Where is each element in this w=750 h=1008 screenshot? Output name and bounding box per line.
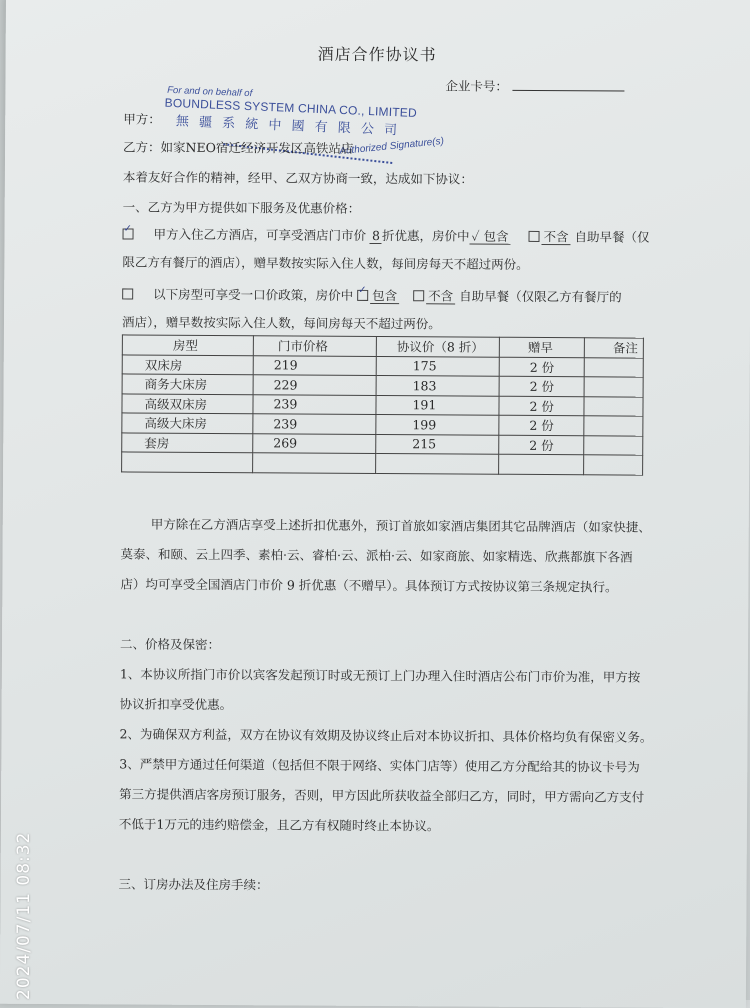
option2-line2: 酒店），赠早数按实际入住人数，每间房每天不超过两份。 — [121, 314, 441, 332]
header-rack-rate: 门市价格 — [253, 336, 376, 356]
cell-rack-rate: 229 — [253, 375, 376, 395]
cell-room-type: 双床房 — [122, 354, 253, 374]
cell-breakfast — [499, 454, 584, 474]
cell-remarks — [584, 377, 643, 397]
brands-paragraph-line1: 甲方除在乙方酒店享受上述折扣优惠外，预订首旅如家酒店集团其它品牌酒店（如家快捷、 — [150, 516, 651, 535]
option1-checkbox[interactable]: ✓ — [123, 228, 134, 239]
option2-row — [122, 284, 622, 305]
section2-item3-line3: 不低于1万元的违约赔偿金，且乙方有权随时终止本协议。 — [118, 816, 440, 834]
cell-remarks — [584, 416, 643, 436]
header-room-type: 房型 — [122, 335, 253, 355]
photo-timestamp: 2024/07/11 08:32 — [14, 831, 34, 1000]
document-title: 酒店合作协议书 — [317, 44, 437, 65]
cell-rack-rate: 239 — [253, 414, 376, 434]
stamp-line-signature: Authorized Signature(s) — [338, 135, 445, 158]
option1-discount: 8 — [370, 228, 382, 244]
brands-paragraph-line3: 店）均可享受全国酒店门市价 9 折优惠（不赠早）。具体预订方式按协议第三条规定执行。 — [120, 576, 618, 595]
option2-include: 包含 — [370, 288, 399, 304]
section1-heading: 一、乙方为甲方提供如下服务及优惠价格： — [122, 199, 361, 216]
cell-rack-rate: 219 — [253, 355, 376, 375]
cell-remarks — [584, 455, 643, 475]
option1-line2: 限乙方有餐厅的酒店），赠早数按实际入住人数，每间房每天不超过两份。 — [122, 254, 529, 272]
cell-breakfast: 2 份 — [499, 435, 584, 455]
stamp-line-company-en: BOUNDLESS SYSTEM CHINA CO., LIMITED — [164, 95, 418, 121]
cell-room-type: 套房 — [122, 432, 253, 452]
option1-row — [122, 224, 649, 245]
card-number-blank — [512, 90, 624, 92]
cell-agreement-rate: 191 — [376, 395, 499, 415]
cell-agreement-rate: 175 — [376, 356, 499, 376]
rates-table — [121, 334, 644, 475]
option2-checkbox[interactable] — [122, 288, 133, 299]
option1-include: ✓ 包含 — [469, 229, 510, 245]
option1-exclude-checkbox[interactable] — [528, 231, 539, 242]
cell-breakfast: 2 份 — [499, 357, 584, 377]
option1-exclude: 不含 — [541, 229, 570, 245]
option1-text-c: 自助早餐（仅 — [574, 229, 650, 245]
option1-text-a: 甲方入住乙方酒店，可享受酒店门市价 — [153, 226, 367, 243]
cell-breakfast: 2 份 — [499, 396, 584, 416]
party-b: 乙方：如家NEO宿迁经济开发区高铁站店 — [123, 139, 354, 156]
intro-text: 本着友好合作的精神，经甲、乙双方协商一致，达成如下协议： — [122, 169, 473, 187]
cell-breakfast: 2 份 — [499, 415, 584, 435]
cell-remarks — [584, 357, 643, 377]
section2-heading: 二、价格及保密： — [119, 636, 221, 653]
section2-item3-line2: 第三方提供酒店客房预订服务，否则，甲方因此所获收益全部归乙方，同时，甲方需向乙方支付 — [119, 786, 645, 805]
stamp-line-company-zh: 無 疆 系 統 中 國 有 限 公 司 — [175, 114, 401, 139]
cell-remarks — [584, 396, 643, 416]
cell-room-type: 商务大床房 — [122, 374, 253, 394]
cell-remarks — [584, 435, 643, 455]
header-remarks: 备注 — [584, 338, 643, 358]
section2-item1-line1: 1、本协议所指门市价以宾客发起预订时或无预订上门办理入住时酒店公布门市价为准，甲方按 — [119, 666, 641, 685]
option2-exclude: 不含 — [426, 288, 455, 304]
party-a-label: 甲方： — [123, 111, 161, 127]
cell-room-type: 高级大床房 — [122, 413, 253, 433]
cell-rack-rate: 269 — [253, 433, 376, 453]
cell-room-type — [122, 452, 253, 472]
option1-text-b: 折优惠，房价中 — [381, 228, 470, 244]
cell-rack-rate: 239 — [253, 394, 376, 414]
cell-agreement-rate: 183 — [376, 375, 499, 395]
option2-exclude-checkbox[interactable] — [413, 290, 424, 301]
section2-item1-line2: 协议折扣享受优惠。 — [119, 696, 233, 713]
cell-agreement-rate — [376, 453, 499, 473]
option2-text-a: 以下房型可享受一口价政策，房价中 — [153, 286, 354, 303]
section2-item2: 2、为确保双方利益，双方在协议有效期及协议终止后对本协议折扣、具体价格均负有保密义务。 — [119, 726, 653, 745]
header-breakfast: 赠早 — [499, 337, 584, 357]
brands-paragraph-line2: 莫泰、和颐、云上四季、素柏·云、睿柏·云、派柏·云、如家商旅、如家精选、欣燕都旗下各酒 — [120, 546, 633, 565]
stamp-line-behalf: For and on behalf of — [167, 84, 253, 100]
option2-text-b: 自助早餐（仅限乙方有餐厅的 — [459, 288, 622, 305]
section3-heading: 三、订房办法及住房手续： — [118, 876, 269, 893]
header-agreement-rate: 协议价（8 折） — [376, 336, 499, 356]
cell-breakfast: 2 份 — [499, 376, 584, 396]
section2-item3-line1: 3、严禁甲方通过任何渠道（包括但不限于网络、实体门店等）使用乙方分配给其的协议卡号为 — [119, 756, 640, 775]
option2-include-checkbox[interactable]: ✓ — [357, 290, 368, 301]
cell-agreement-rate: 199 — [376, 414, 499, 434]
cell-room-type: 高级双床房 — [122, 393, 253, 413]
cell-rack-rate — [253, 453, 376, 473]
table-row — [122, 452, 643, 475]
cell-agreement-rate: 215 — [376, 434, 499, 454]
card-number-label: 企业卡号： — [445, 78, 509, 94]
